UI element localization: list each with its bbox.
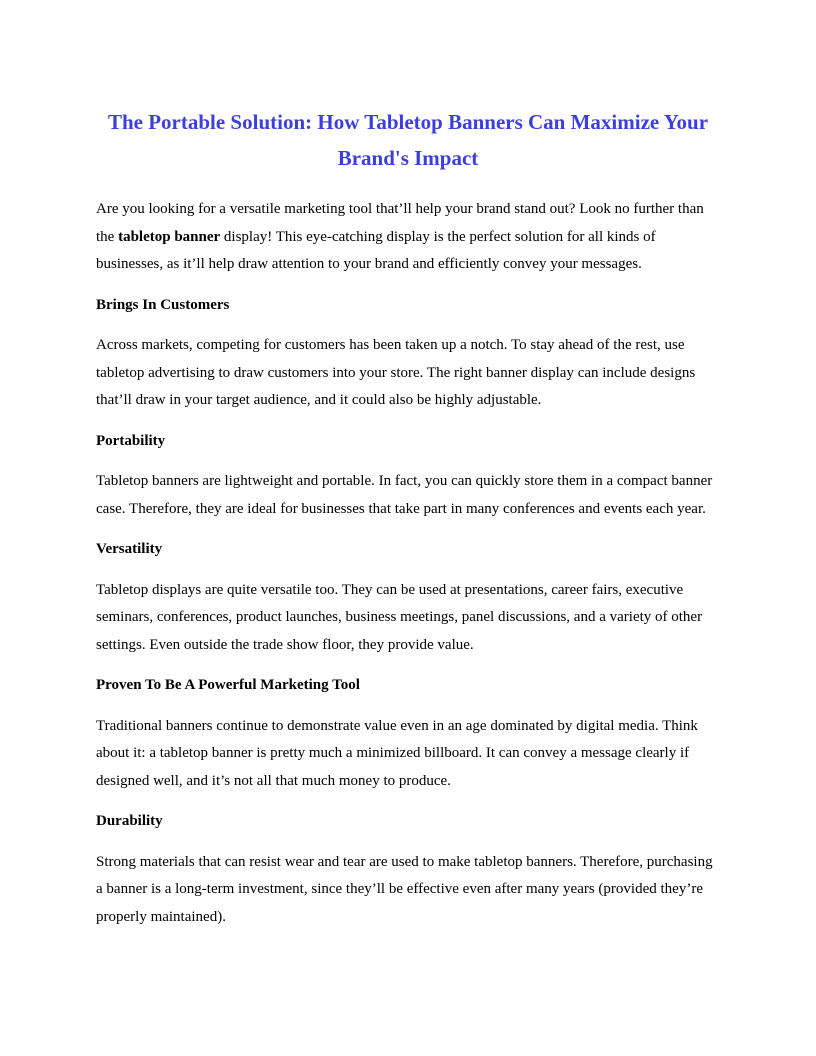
intro-text-before: Are you looking for a versatile marketing tool that’ll help your brand stand out? Look no further than the bbox=[96, 201, 704, 245]
intro-paragraph bbox=[96, 196, 720, 279]
section-marketing-tool bbox=[96, 672, 720, 795]
section-heading: Versatility bbox=[96, 541, 163, 557]
intro-text-after: display! This eye-catching display is the perfect solution for all kinds of businesses, as it’ll help draw attention to your brand and efficiently convey your messages. bbox=[96, 228, 656, 272]
section-paragraph: Tabletop banners are lightweight and portable. In fact, you can quickly store them in a compact banner case. Therefore, they are ideal for businesses that take part in many conferences and events each year. bbox=[96, 473, 713, 517]
section-paragraph: Strong materials that can resist wear and tear are used to make tabletop banners. Therefore, purchasing a banner is a long-term investment, since they’ll be effective even after many years (provided they’re properly maintained). bbox=[96, 853, 713, 925]
article-title: The Portable Solution: How Tabletop Banners Can Maximize Your Brand's Impact bbox=[107, 110, 709, 170]
section-paragraph: Traditional banners continue to demonstrate value even in an age dominated by digital media. Think about it: a tabletop banner is pretty much a minimized billboard. It can convey a message clearly if designed well, and it’s not all that much money to produce. bbox=[96, 717, 698, 789]
section-heading: Proven To Be A Powerful Marketing Tool bbox=[96, 677, 360, 693]
section-paragraph: Tabletop displays are quite versatile too. They can be used at presentations, career fairs, executive seminars, conferences, product launches, business meetings, panel discussions, and a variety of other settings. Even outside the trade show floor, they provide value. bbox=[96, 581, 703, 653]
section-heading: Portability bbox=[96, 432, 166, 449]
section-heading: Brings In Customers bbox=[96, 296, 230, 313]
section-durability bbox=[96, 808, 720, 931]
section-versatility bbox=[96, 536, 720, 659]
intro-bold-term: tabletop banner bbox=[118, 228, 221, 245]
section-paragraph: Across markets, competing for customers has been taken up a notch. To stay ahead of the rest, use tabletop advertising to draw customers into your store. The right banner display can include designs that’ll draw in your target audience, and it could also be highly adjustable. bbox=[96, 337, 696, 408]
section-portability bbox=[96, 428, 720, 524]
section-brings-in-customers bbox=[96, 292, 720, 415]
document-page bbox=[96, 104, 720, 931]
section-heading: Durability bbox=[96, 813, 163, 829]
